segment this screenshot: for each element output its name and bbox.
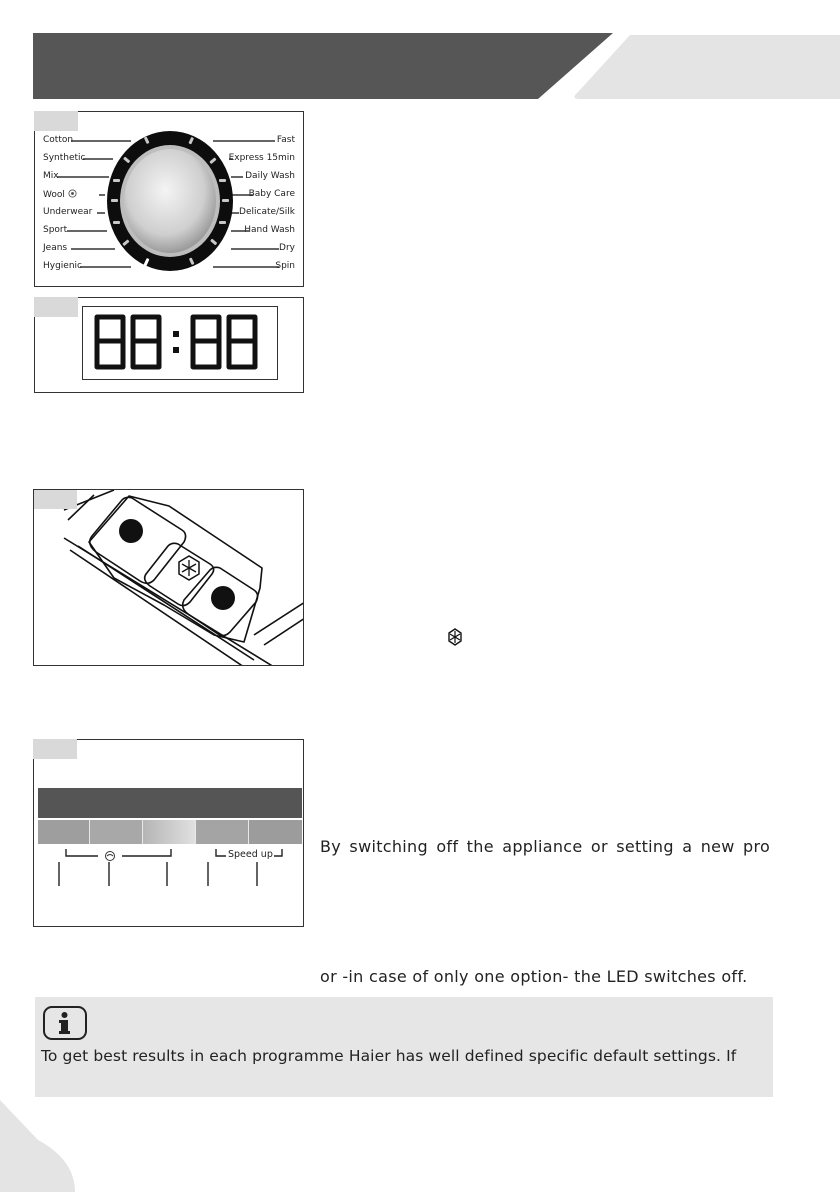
page-tab [570, 35, 840, 99]
dial-label-mix: Mix [43, 171, 59, 181]
dial-label-fast: Fast [276, 135, 295, 145]
dial-label-daily-wash: Daily Wash [245, 171, 295, 181]
button-2-icon [119, 519, 143, 543]
snowflake-icon [179, 556, 199, 580]
figure-tag [33, 739, 77, 759]
option-segment[interactable] [90, 820, 143, 844]
lcd-display [82, 306, 278, 380]
dial-label-hand-wash: Hand Wash [244, 225, 295, 235]
speed-up-label: Speed up [228, 849, 273, 860]
dial-label-hygienic: Hygienic [43, 261, 82, 271]
programme-dial-panel [34, 111, 304, 287]
dial-label-cotton: Cotton [43, 135, 74, 145]
pre-wash-icon [104, 850, 116, 862]
dial-label-spin: Spin [275, 261, 295, 271]
option-segment[interactable] [143, 820, 196, 844]
option-panel-header [38, 788, 302, 818]
info-tip-box [35, 997, 773, 1097]
dial-label-sport: Sport [43, 225, 68, 235]
button-strip-illustration [34, 490, 304, 666]
tip-text: To get best results in each programme Haier has well defined specific default settings. If [41, 1047, 737, 1065]
dial-label-baby-care: Baby Care [248, 189, 295, 199]
page-corner-tab [0, 1100, 75, 1192]
option-segment[interactable] [196, 820, 249, 844]
figure-tag [34, 297, 78, 317]
info-icon [43, 1006, 87, 1040]
button-1-icon [211, 586, 235, 610]
buttons-panel [33, 489, 304, 666]
option-segment[interactable] [249, 820, 302, 844]
option-segment[interactable] [38, 820, 90, 844]
display-value [277, 307, 278, 308]
body-text-line-1: By switching off the appliance or setting a new pro [320, 837, 771, 856]
figure-tag [33, 489, 77, 509]
dial-label-express: Express 15min [228, 153, 295, 163]
dial-label-delicate: Delicate/Silk [239, 207, 295, 217]
body-text-line-2: or -in case of only one option- the LED switches off. [320, 967, 748, 986]
dial-label-synthetic: Synthetic [43, 153, 86, 163]
dial-label-dry: Dry [279, 243, 295, 253]
seven-segment-digits [83, 307, 277, 379]
option-segments [38, 820, 302, 844]
button-2-number[interactable]: 2 [95, 530, 111, 552]
programme-knob[interactable] [105, 125, 235, 275]
display-panel [34, 297, 304, 393]
button-1-number[interactable]: 1 [187, 597, 203, 619]
dial-label-wool-text: Wool [43, 190, 65, 200]
dial-label-jeans: Jeans [43, 243, 68, 253]
section-header-bar [33, 33, 613, 99]
dial-label-underwear: Underwear [43, 207, 93, 217]
option-panel [33, 739, 304, 927]
snowflake-icon [445, 627, 465, 647]
